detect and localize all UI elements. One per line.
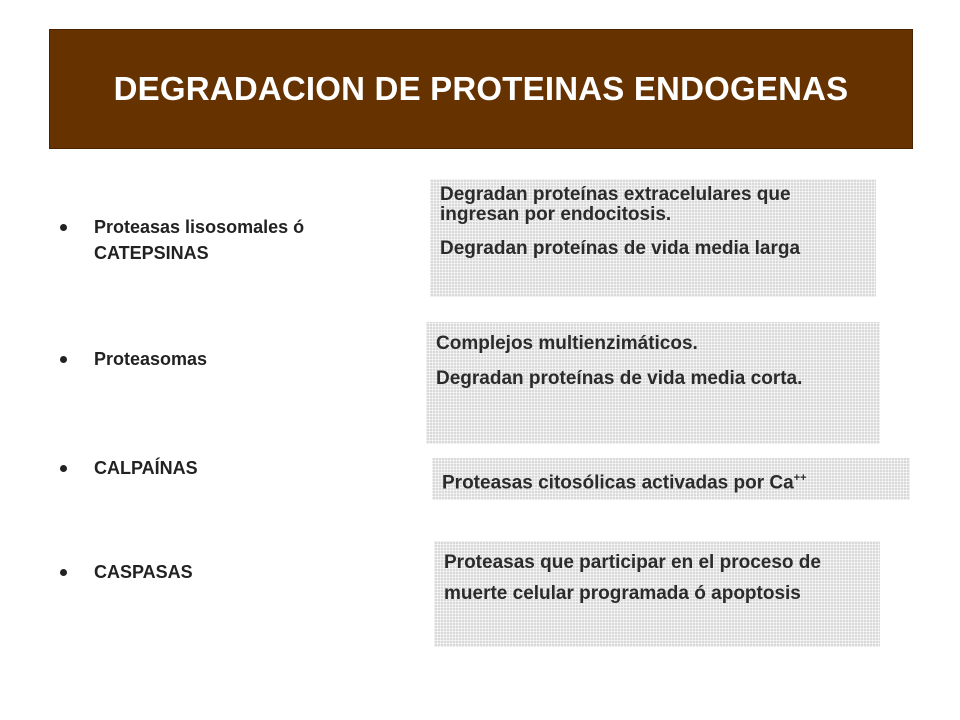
bullet-dot-icon (60, 465, 67, 472)
bullet-catepsinas (60, 214, 374, 266)
slide-title: DEGRADACION DE PROTEINAS ENDOGENAS (113, 70, 849, 107)
description-text: Degradan proteínas extracelulares que ingresan por endocitosis. (440, 184, 791, 225)
description-text: Proteasas citosólicas activadas por Ca (442, 472, 794, 494)
description-text: Complejos multienzimáticos. (436, 333, 698, 354)
description-box-catepsinas (430, 179, 876, 297)
description-box-caspasas (434, 541, 880, 647)
description-text: Degradan proteínas de vida media corta. (436, 368, 803, 389)
bullet-label: Proteasas lisosomales ó CATEPSINAS (94, 217, 305, 263)
description-text: Proteasas que participar en el proceso de muerte celular programada ó apoptosis (444, 552, 821, 604)
bullet-proteasomas (60, 346, 374, 372)
bullet-dot-icon (60, 356, 67, 363)
bullet-label: CALPAÍNAS (94, 458, 198, 478)
title-banner (49, 29, 913, 149)
description-box-calpainas (432, 458, 910, 500)
bullet-label: CASPASAS (94, 562, 193, 582)
bullet-dot-icon (60, 224, 67, 231)
bullet-label: Proteasomas (94, 349, 208, 369)
bullet-calpainas (60, 455, 374, 481)
bullet-dot-icon (60, 569, 67, 576)
description-text: Degradan proteínas de vida media larga (440, 238, 801, 259)
bullet-caspasas (60, 559, 374, 585)
superscript-text: ++ (793, 472, 807, 484)
description-box-proteasomas (426, 322, 880, 444)
